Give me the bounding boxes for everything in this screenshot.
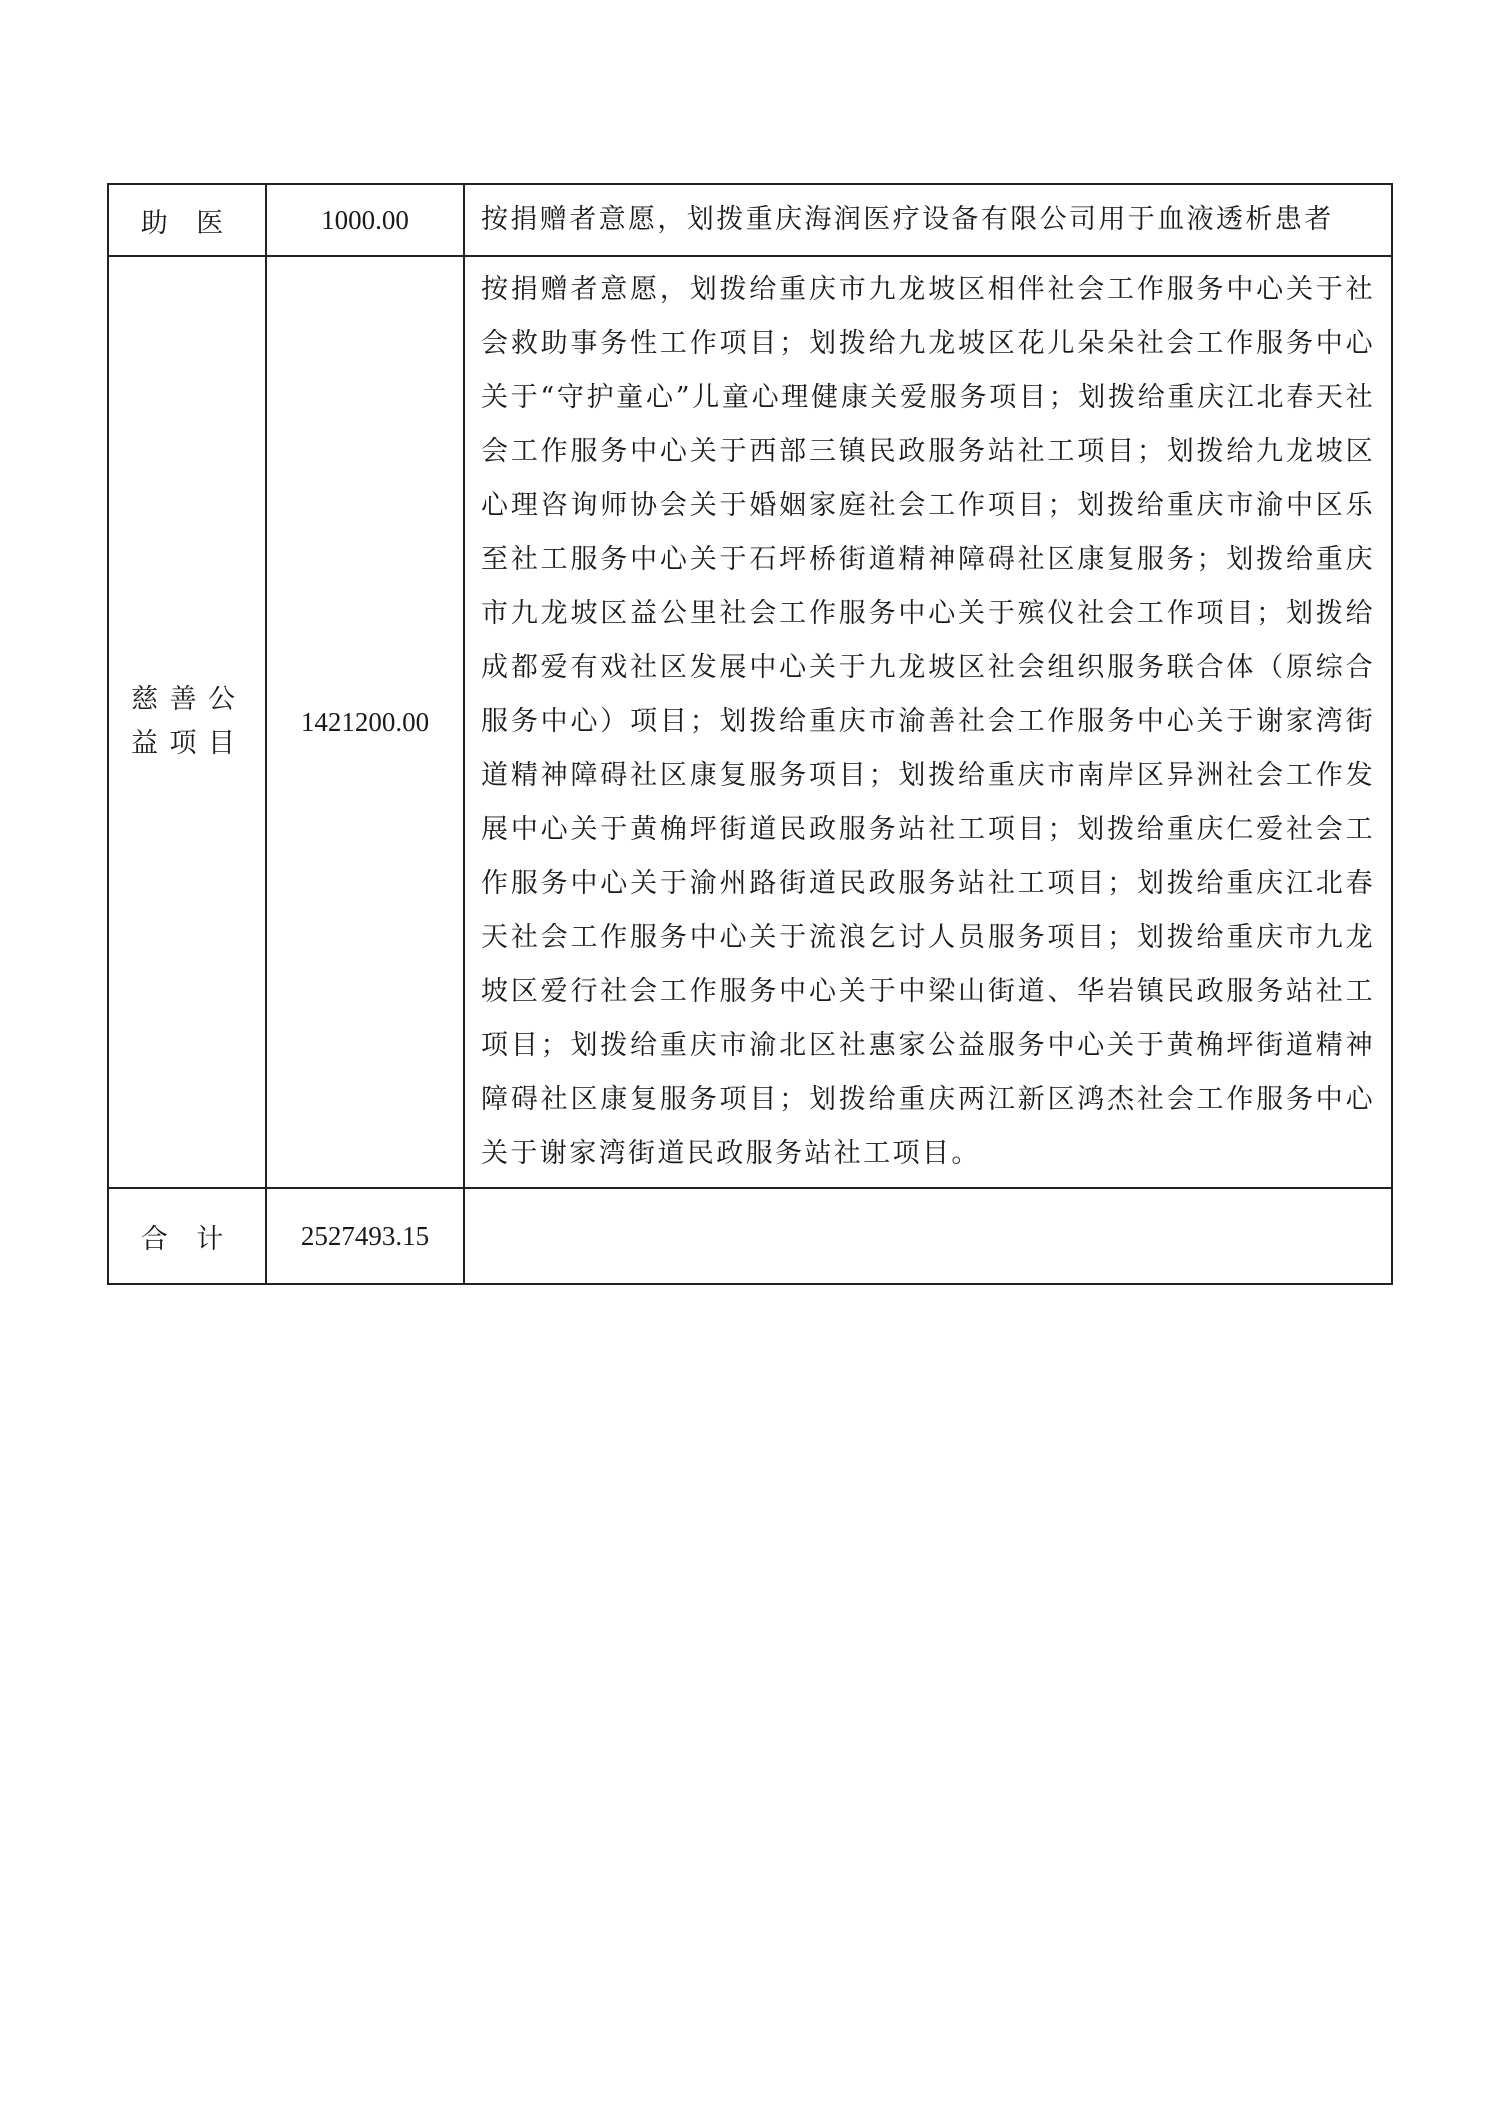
table-row bbox=[108, 256, 1392, 1188]
category-cell: 助 医 bbox=[108, 184, 266, 256]
table-row bbox=[108, 184, 1392, 256]
table-row bbox=[108, 1188, 1392, 1284]
description-cell: 按捐赠者意愿，划拨重庆海润医疗设备有限公司用于血液透析患者 bbox=[464, 184, 1392, 256]
category-label: 慈善公益项目 bbox=[131, 684, 243, 759]
category-cell: 合 计 bbox=[108, 1188, 266, 1284]
donation-allocation-table bbox=[107, 183, 1393, 1285]
amount-cell: 1421200.00 bbox=[266, 256, 464, 1188]
amount-cell: 1000.00 bbox=[266, 184, 464, 256]
description-cell bbox=[464, 1188, 1392, 1284]
amount-cell: 2527493.15 bbox=[266, 1188, 464, 1284]
description-cell: 按捐赠者意愿，划拨给重庆市九龙坡区相伴社会工作服务中心关于社会救助事务性工作项目；划拨给九龙坡区花儿朵朵社会工作服务中心关于“守护童心”儿童心理健康关爱服务项目；划拨给重庆江北春天社会工作服务中心关于西部三镇民政服务站社工项目；划拨给九龙坡区心理咨询师协会关于婚姻家庭社会工作项目；划拨给重庆市渝中区乐至社工服务中心关于石坪桥街道精神障碍社区康复服务；划拨给重庆市九龙坡区益公里社会工作服务中心关于殡仪社会工作项目；划拨给成都爱有戏社区发展中心关于九龙坡区社会组织服务联合体（原综合服务中心）项目；划拨给重庆市渝善社会工作服务中心关于谢家湾街道精神障碍社区康复服务项目；划拨给重庆市南岸区异洲社会工作发展中心关于黄桷坪街道民政服务站社工项目；划拨给重庆仁爱社会工作服务中心关于渝州路街道民政服务站社工项目；划拨给重庆江北春天社会工作服务中心关于流浪乞讨人员服务项目；划拨给重庆市九龙坡区爱行社会工作服务中心关于中梁山街道、华岩镇民政服务站社工项目；划拨给重庆市渝北区社惠家公益服务中心关于黄桷坪街道精神障碍社区康复服务项目；划拨给重庆两江新区鸿杰社会工作服务中心关于谢家湾街道民政服务站社工项目。 bbox=[464, 256, 1392, 1188]
category-cell bbox=[108, 256, 266, 1188]
